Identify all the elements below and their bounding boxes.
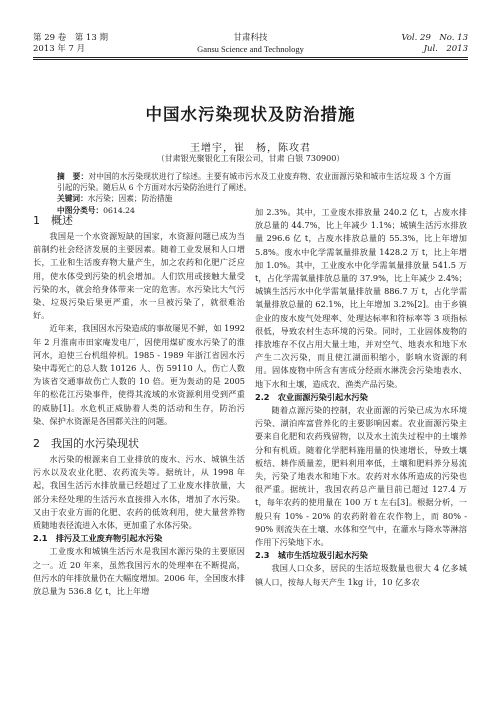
- article-affiliation: （甘肃银光聚银化工有限公司，甘肃 白银 730900）: [156, 154, 345, 163]
- abstract-label: 摘 要：: [57, 172, 89, 181]
- section-2-paragraph-1: 水污染的根源来自工业排放的废水、污水、城镇生活污水以及农业化肥、农药流失等。据统计，从 1998 年起，我国生活污水排放量已经超过了工业废水排放量，大部分未经处理的生活污水直接排入水体，增加了水污染。又由于农业方面的化肥、农药的低效利用，使大量营养物质随地表径流进入水体，更加重了水体污染。: [33, 454, 245, 531]
- section-1-heading: 1 概述: [33, 214, 73, 227]
- journal-volume-issue: 第 29 卷 第 13 期: [33, 33, 108, 43]
- section-2-3-heading: 2.3 城市生活垃圾引起水污染: [255, 550, 368, 561]
- journal-volume-en: Vol. 29 No. 13: [401, 33, 468, 43]
- abstract-text: 对中国的水污染现状进行了综述。主要有城市污水及工业废弃物、农业面源污染和城市生活垃圾 3 个方面引起的污染。随后从 6 个方面对水污染防治进行了阐述。: [57, 172, 451, 193]
- section-2-1-heading: 2.1 排污及工业废弃物引起水污染: [33, 533, 163, 544]
- abstract: [57, 171, 451, 193]
- right-column: [255, 206, 467, 589]
- clc-label: 中图分类号：: [57, 205, 104, 215]
- section-2-3-paragraph-1: 我国人口众多，居民的生活垃圾数量也很大 4 亿多城镇人口，按每人每天产生 1kg 计，10 亿多农: [255, 563, 467, 587]
- header-rule-bottom: [33, 59, 468, 60]
- section-2-2-paragraph-1: 随着点源污染的控制，农业面源的污染已成为水环境污染、湖泊库富营养化的主要影响因素。农业面源污染主要来自化肥和农药残留物，以及水土流失过程中的土壤养分和有机质。随着化学肥料施用量的快速增长，导致土壤板结、耕作质量差，肥料利用率低，土壤和肥料养分易流失，污染了地表水和地下水。农药对水体所造成的污染也很严重。据统计，我国农药总产量目前已超过 127.4 万 t，每年农药的使用量在 100 万 t 左右[3]。根据分析，一般只有 10% - 20% 的农药附着在农作物上，而 80% - 90% 则流失在土壤、水体和空气中，在灌水与降水等淋溶作用下污染地下水。: [255, 405, 467, 548]
- left-column: [33, 206, 245, 598]
- section-1-paragraph-2: 近年来，我国因水污染造成的事故屡见不鲜，如 1992 年 2 月淮南市田家庵发电厂，因使用煤矿废水污染了的淮河水，迫使三台机组停机。1985 - 1989 年浙江省因水污染中毒死亡的总人数 10126 人、伤 59110 人，伤亡人数为该省交通事故伤亡人数的 10 倍。更为轰动的是 2005 年的松花江污染事件，使得其流域的水资源利用受到严重的威胁[1]。水危机正威胁着人类的活动和生存，防治污染、保护水资源是各国都关注的问题。: [33, 323, 245, 426]
- keywords: [57, 193, 451, 204]
- keywords-label: 关键词：: [57, 194, 88, 204]
- journal-name-cn: 甘肃科技: [233, 33, 268, 43]
- section-1-paragraph-1: 我国是一个水资源短缺的国家，水资源问题已成为当前制约社会经济发展的主要因素。随着工业发展和人口增长，工业和生活废弃物大量产生，加之农药和化肥广泛应用，使水体受到污染的机会增加。人们饮用或接触大量受污染的水，就会给身体带来一定的危害。水污染比大气污染、垃圾污染后果更严重，水一旦被污染了，就很难治好。: [33, 231, 245, 321]
- article-title: 中国水污染现状及防治措施: [145, 105, 356, 124]
- journal-name-en: Gansu Science and Technology: [197, 44, 304, 54]
- keywords-text: 水污染；因素；防治措施: [87, 194, 173, 204]
- header-rule-top: [33, 57, 468, 58]
- section-2-1-paragraph-1: 工业废水和城镇生活污水是我国水源污染的主要原因之一。近 20 年来，虽然我国污水的处理率在不断提高，但污水的年排放量仍在大幅度增加。2006 年，全国废水排放总量为 536.8 亿 t，比上年增: [33, 546, 245, 597]
- article-authors: 王增宇，崔 杨，陈攻君: [190, 143, 311, 154]
- section-2-1-paragraph-continued: 加 2.3%。其中，工业废水排放量 240.2 亿 t，占废水排放总量的 44.7%，比上年减少 1.1%；城镇生活污水排放量 296.6 亿 t，占废水排放总量的 55.3%，比上年增加 5.8%。废水中化学需氧量排放量 1428.2 万 t，比上年增加 1.0%。其中，工业废水中化学需氧量排放量 541.5 万 t，占化学需氧量排放总量的 37.9%，比上年减少 2.4%；城镇生活污水中化学需氧量排放量 886.7 万 t，占化学需氧量排放总量的 62.1%，比上年增加 3.2%[2]。由于乡镇企业的废水废气处理率、处理达标率和符标率等 3 项指标很低，导致农村生态环境的污染。同时，工业固体废物的排放堆存不仅占用大量土地，并对空气、地表水和地下水产生二次污染，而且使江湖面积缩小，影响水资源的利用。固体废物中所含有害成分经雨水淋洗会污染地表水、地下水和土壤，造成农、渔类产品污染。: [255, 207, 467, 389]
- section-2-heading: 2 我国的水污染现状: [33, 437, 139, 451]
- section-2-2-heading: 2.2 农业面源污染引起水污染: [255, 391, 368, 402]
- journal-date-en: Jul. 2013: [423, 44, 468, 54]
- journal-date: 2013 年 7 月: [33, 44, 86, 54]
- clc-text: 0614.24: [103, 205, 135, 215]
